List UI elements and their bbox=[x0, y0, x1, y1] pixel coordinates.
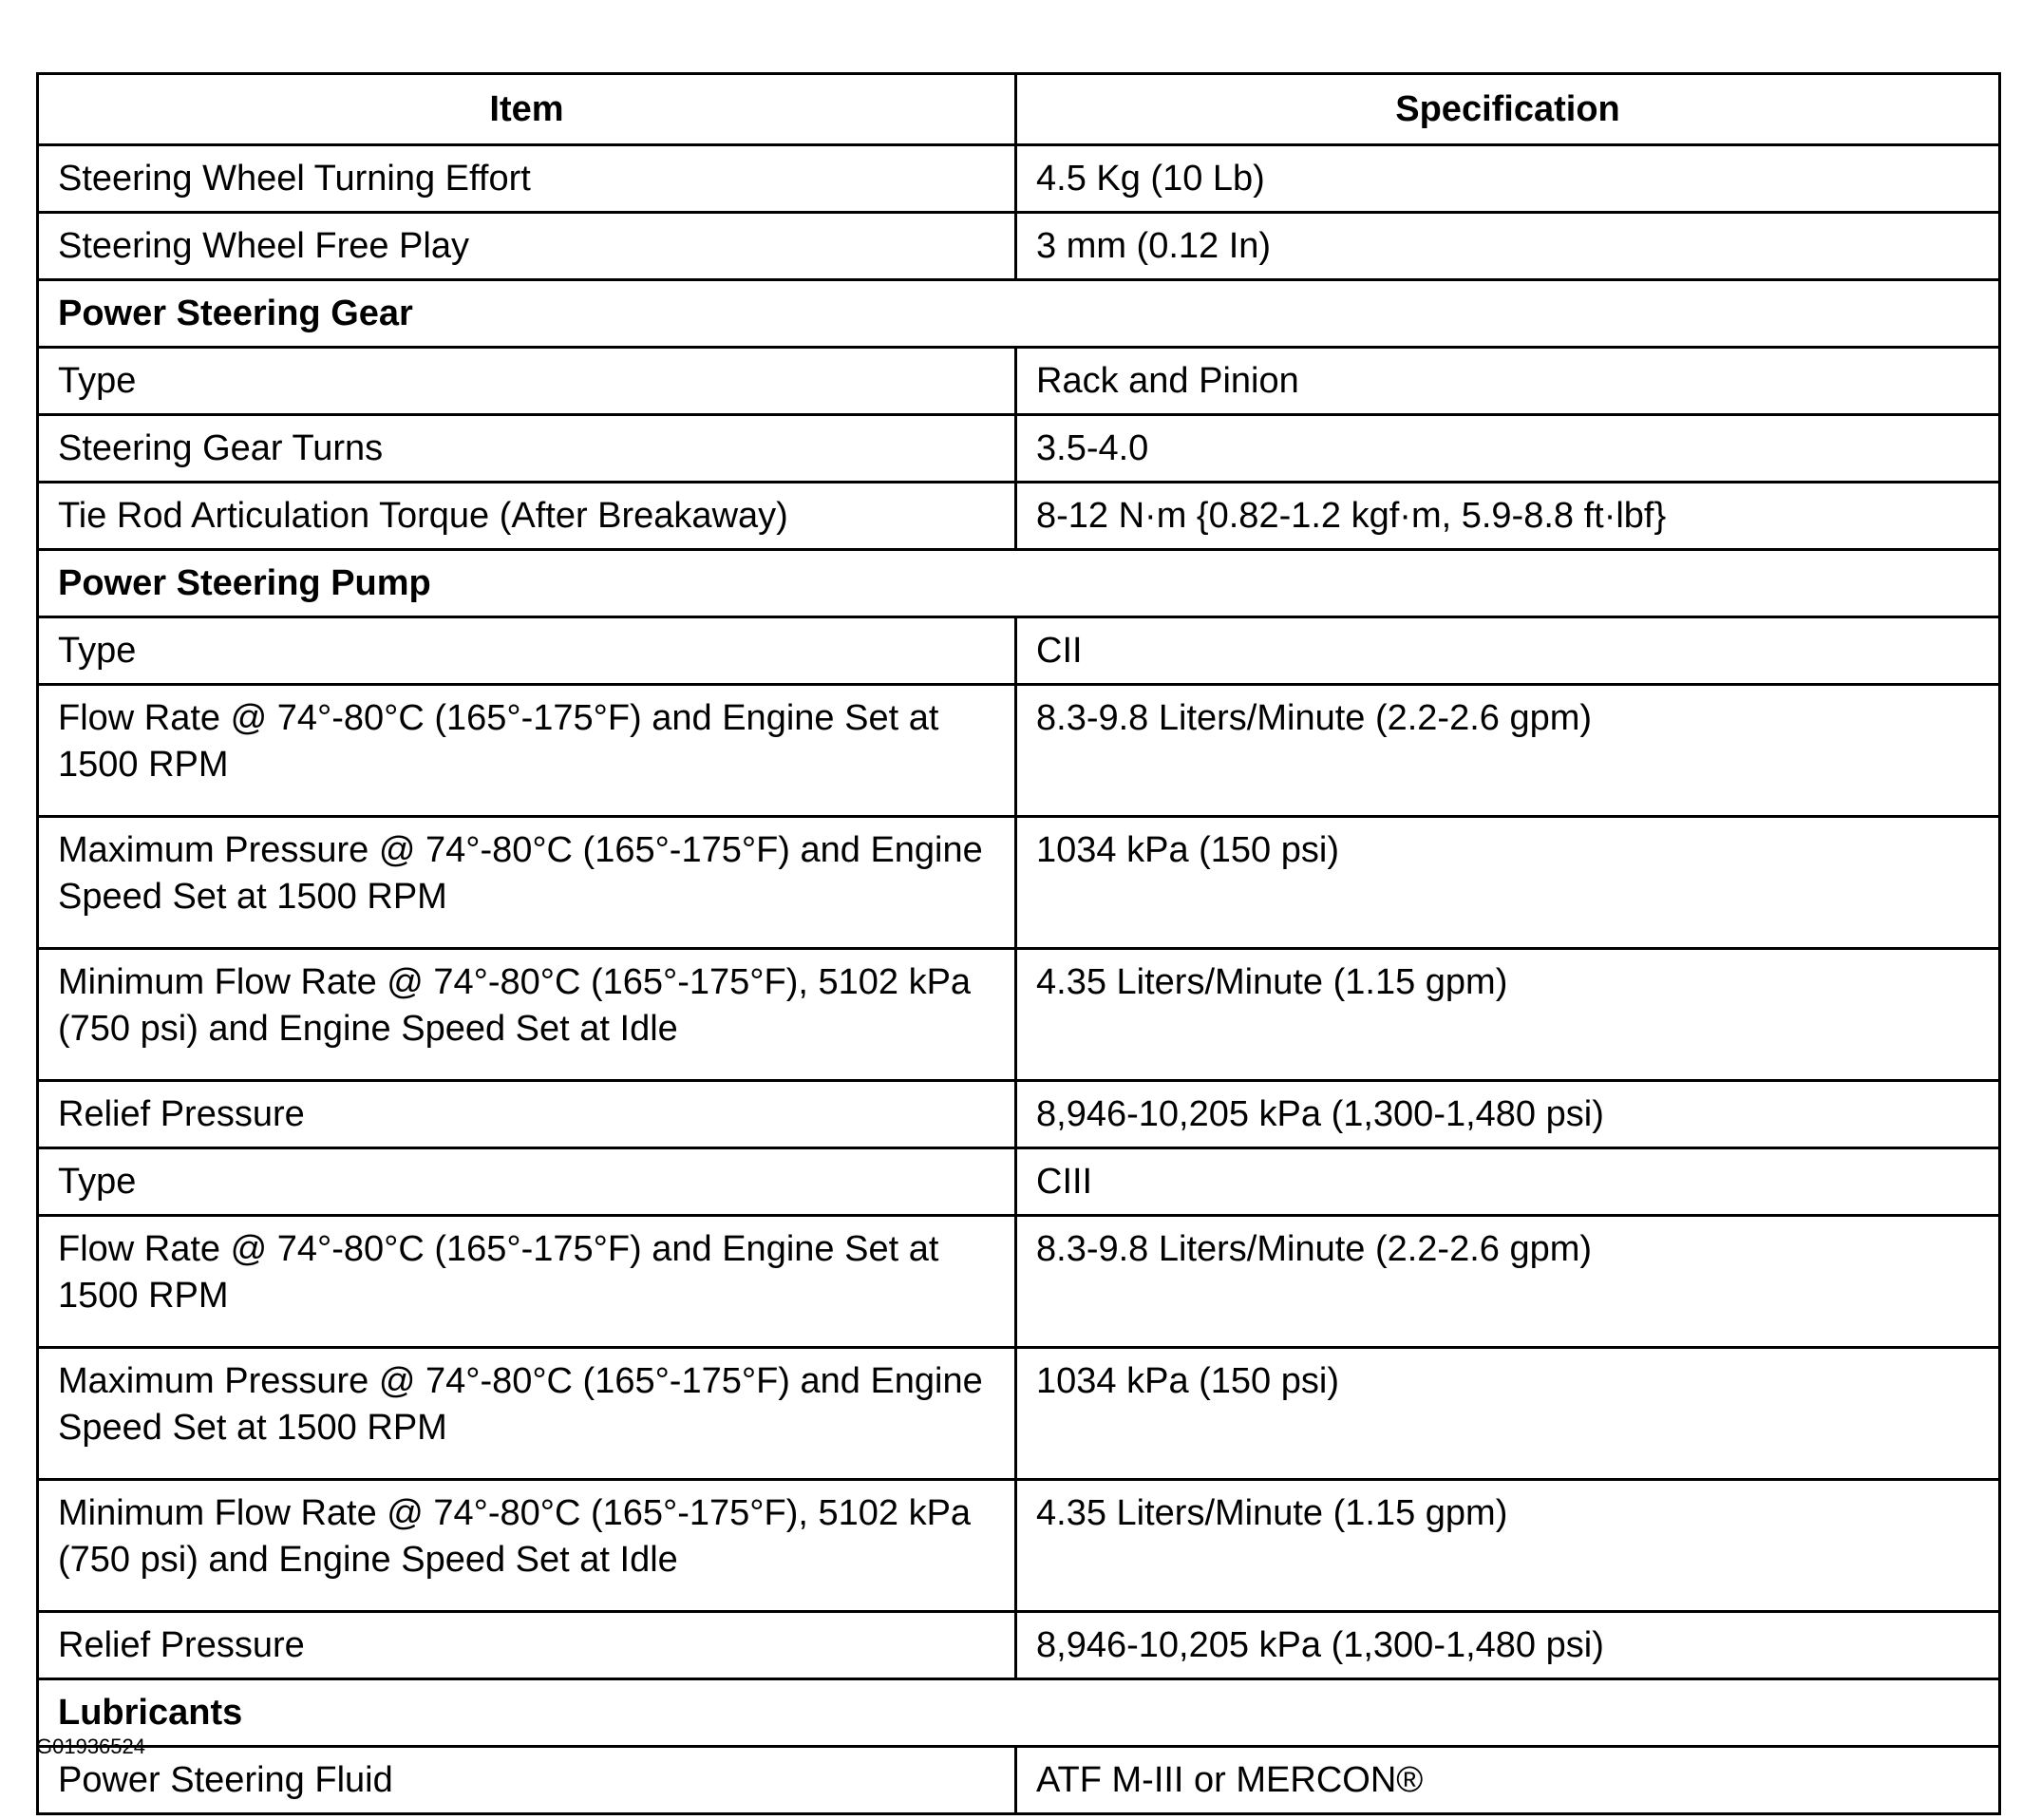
table-header-row bbox=[38, 74, 2000, 145]
table-row bbox=[38, 1081, 2000, 1148]
specification-cell: 8,946-10,205 kPa (1,300-1,480 psi) bbox=[1016, 1612, 2000, 1679]
table-row bbox=[38, 348, 2000, 415]
header-specification: Specification bbox=[1016, 74, 2000, 145]
table-row bbox=[38, 1148, 2000, 1216]
item-cell: Flow Rate @ 74°-80°C (165°-175°F) and Engine Set at 1500 RPM bbox=[38, 1216, 1016, 1348]
item-cell: Maximum Pressure @ 74°-80°C (165°-175°F) and Engine Speed Set at 1500 RPM bbox=[38, 817, 1016, 949]
item-cell: Flow Rate @ 74°-80°C (165°-175°F) and Engine Set at 1500 RPM bbox=[38, 685, 1016, 817]
item-cell: Tie Rod Articulation Torque (After Breakaway) bbox=[38, 483, 1016, 550]
section-row bbox=[38, 550, 2000, 617]
specification-cell: 8.3-9.8 Liters/Minute (2.2-2.6 gpm) bbox=[1016, 1216, 2000, 1348]
specification-cell: 1034 kPa (150 psi) bbox=[1016, 1348, 2000, 1480]
figure-id: G01936524 bbox=[36, 1735, 145, 1758]
item-cell: Minimum Flow Rate @ 74°-80°C (165°-175°F), 5102 kPa (750 psi) and Engine Speed Set at Idle bbox=[38, 1480, 1016, 1612]
item-cell: Type bbox=[38, 617, 1016, 685]
specification-cell: Rack and Pinion bbox=[1016, 348, 2000, 415]
specification-cell: 4.35 Liters/Minute (1.15 gpm) bbox=[1016, 1480, 2000, 1612]
section-heading: Power Steering Pump bbox=[38, 550, 2000, 617]
specification-cell: 1034 kPa (150 psi) bbox=[1016, 817, 2000, 949]
table-row bbox=[38, 949, 2000, 1081]
table-row bbox=[38, 1348, 2000, 1480]
specification-cell: 8,946-10,205 kPa (1,300-1,480 psi) bbox=[1016, 1081, 2000, 1148]
specification-cell: 8-12 N·m {0.82-1.2 kgf·m, 5.9-8.8 ft·lbf} bbox=[1016, 483, 2000, 550]
item-cell: Type bbox=[38, 1148, 1016, 1216]
table-row bbox=[38, 213, 2000, 280]
specification-cell: CIII bbox=[1016, 1148, 2000, 1216]
table-row bbox=[38, 817, 2000, 949]
section-row bbox=[38, 280, 2000, 348]
specification-cell: 8.3-9.8 Liters/Minute (2.2-2.6 gpm) bbox=[1016, 685, 2000, 817]
table-row bbox=[38, 1747, 2000, 1814]
specification-cell: 4.35 Liters/Minute (1.15 gpm) bbox=[1016, 949, 2000, 1081]
item-cell: Steering Wheel Turning Effort bbox=[38, 145, 1016, 213]
table-row bbox=[38, 1216, 2000, 1348]
header-item: Item bbox=[38, 74, 1016, 145]
item-cell: Relief Pressure bbox=[38, 1612, 1016, 1679]
specification-cell: ATF M-III or MERCON® bbox=[1016, 1747, 2000, 1814]
specification-cell: 4.5 Kg (10 Lb) bbox=[1016, 145, 2000, 213]
item-cell: Maximum Pressure @ 74°-80°C (165°-175°F) and Engine Speed Set at 1500 RPM bbox=[38, 1348, 1016, 1480]
section-row bbox=[38, 1679, 2000, 1747]
section-heading: Power Steering Gear bbox=[38, 280, 2000, 348]
section-heading: Lubricants bbox=[38, 1679, 2000, 1747]
specification-cell: 3.5-4.0 bbox=[1016, 415, 2000, 483]
item-cell: Steering Wheel Free Play bbox=[38, 213, 1016, 280]
specification-cell: 3 mm (0.12 In) bbox=[1016, 213, 2000, 280]
table-row bbox=[38, 415, 2000, 483]
item-cell: Type bbox=[38, 348, 1016, 415]
specification-cell: CII bbox=[1016, 617, 2000, 685]
table-row bbox=[38, 483, 2000, 550]
table-row bbox=[38, 617, 2000, 685]
table-row bbox=[38, 1480, 2000, 1612]
table-row bbox=[38, 145, 2000, 213]
item-cell: Relief Pressure bbox=[38, 1081, 1016, 1148]
item-cell: Minimum Flow Rate @ 74°-80°C (165°-175°F), 5102 kPa (750 psi) and Engine Speed Set at Idle bbox=[38, 949, 1016, 1081]
table-body bbox=[38, 145, 2000, 1814]
table-row bbox=[38, 1612, 2000, 1679]
item-cell: Power Steering Fluid bbox=[38, 1747, 1016, 1814]
item-cell: Steering Gear Turns bbox=[38, 415, 1016, 483]
table-row bbox=[38, 685, 2000, 817]
specification-table bbox=[36, 72, 2001, 1815]
